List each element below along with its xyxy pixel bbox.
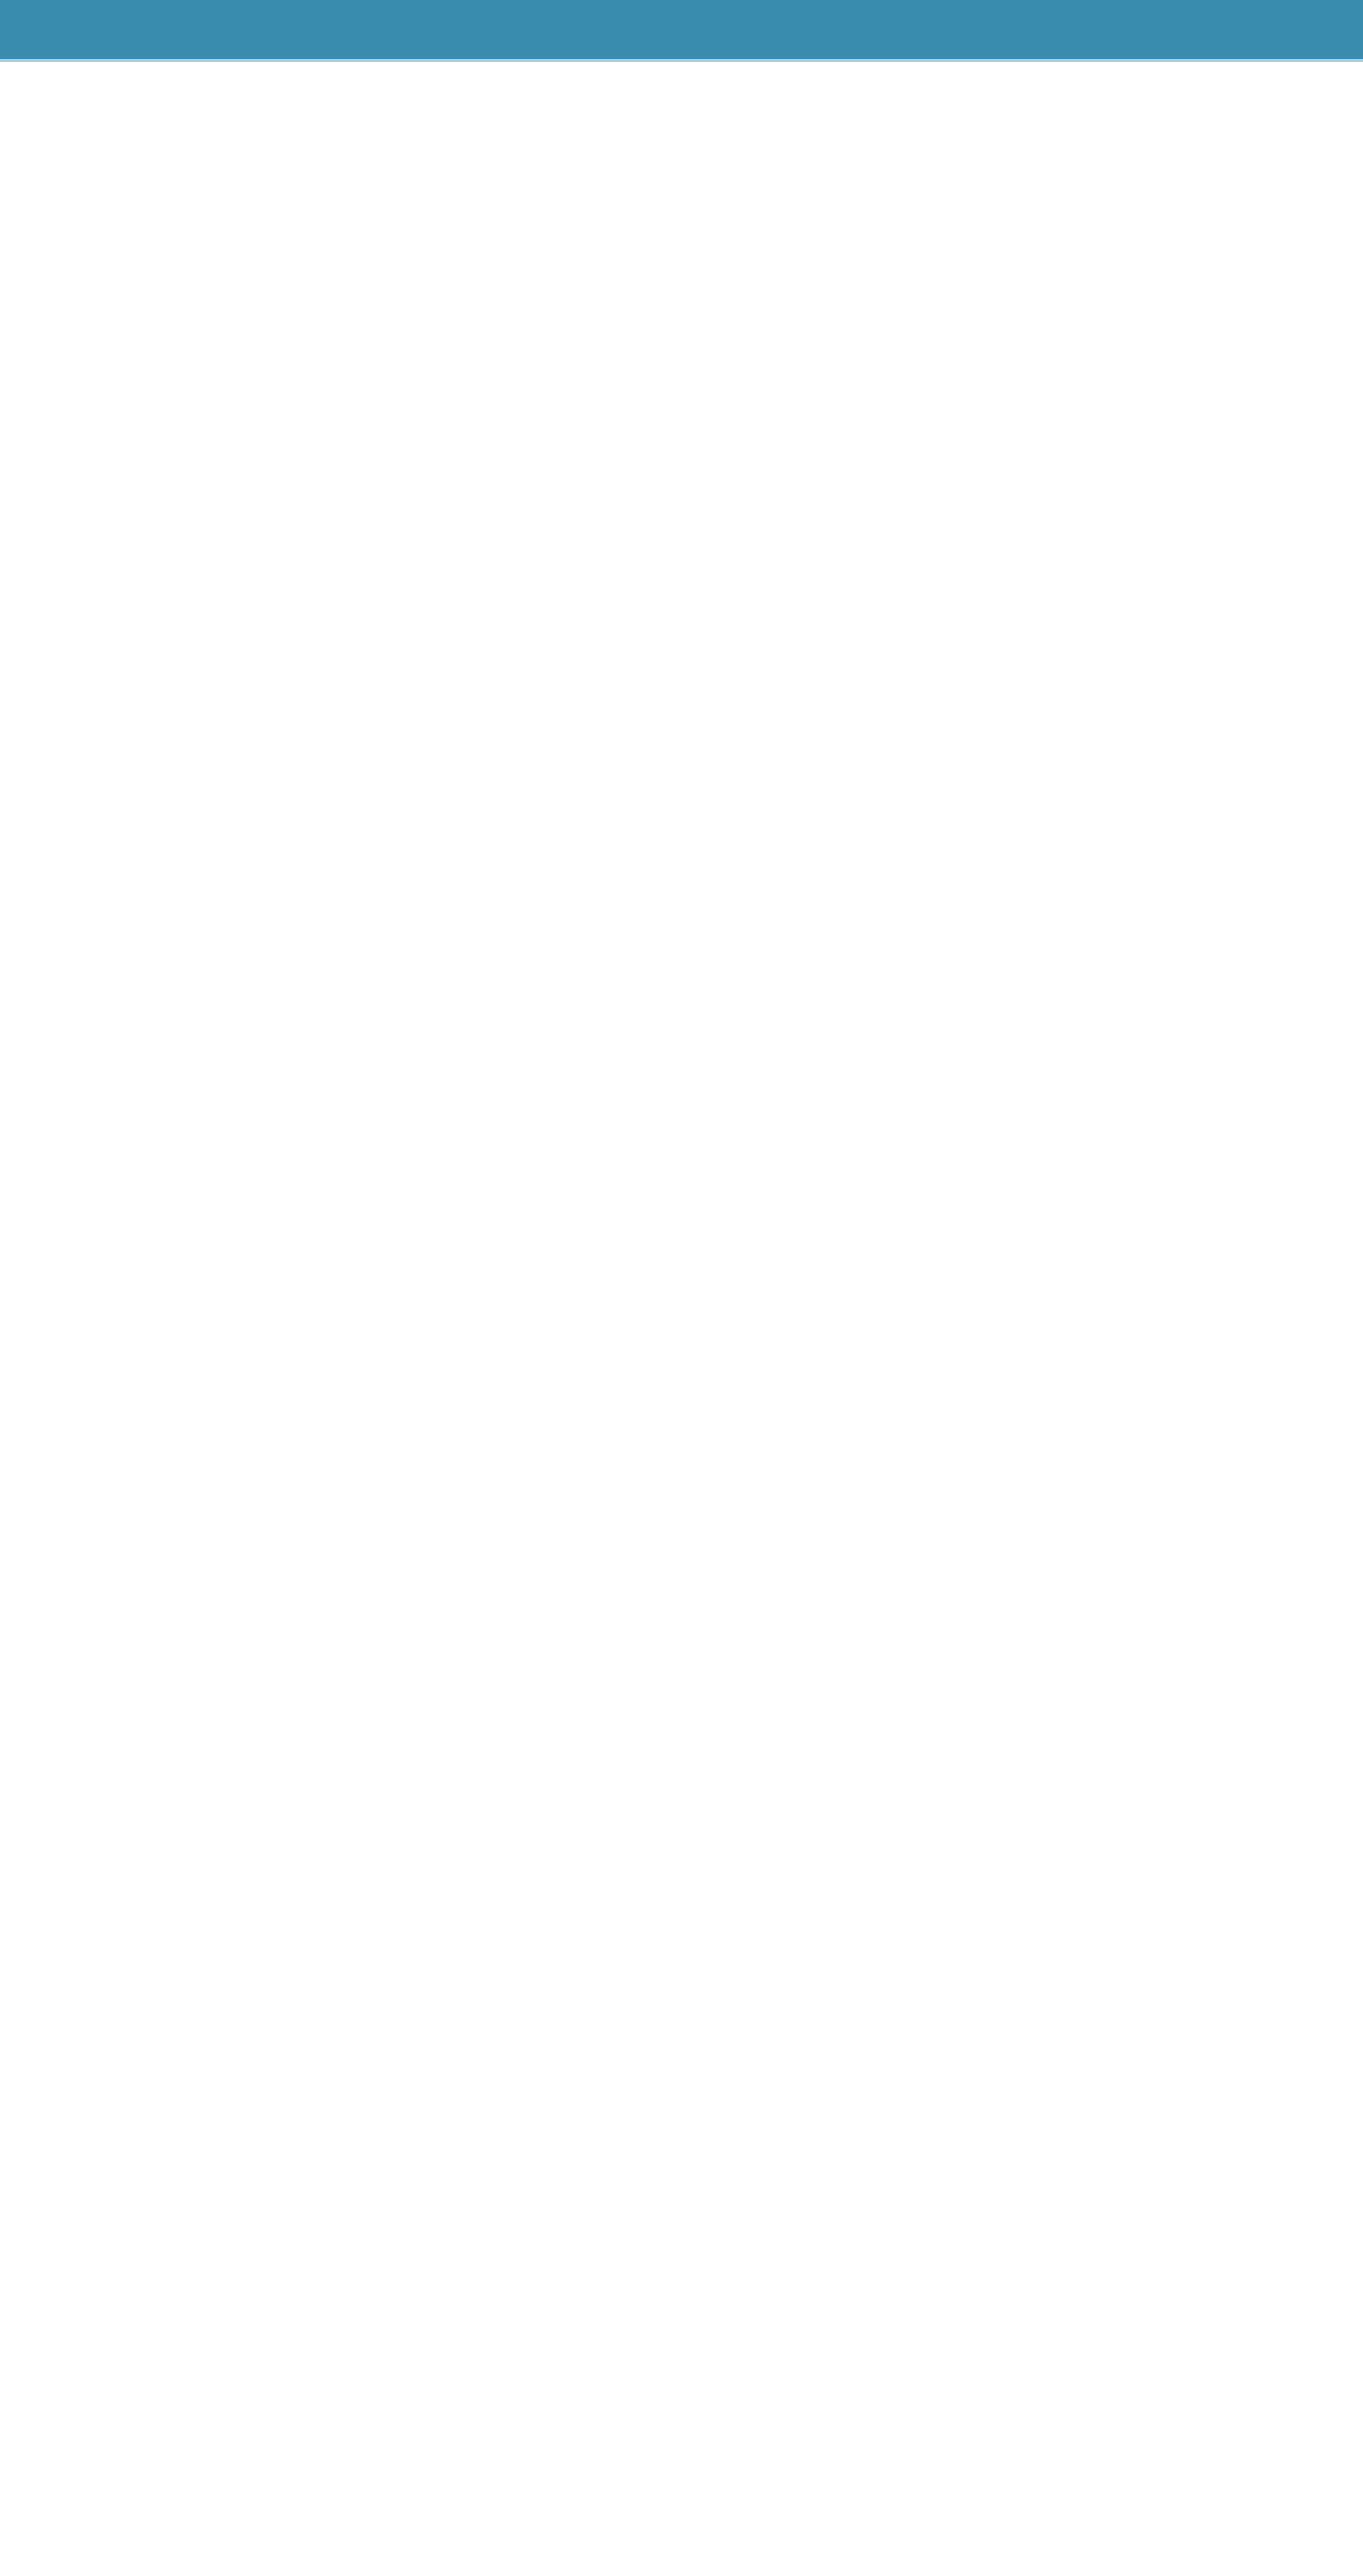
stakeholder-communication-table	[0, 0, 1363, 62]
header-categories	[0, 0, 142, 60]
header-communication-performance	[1060, 0, 1363, 60]
header-importance	[142, 0, 562, 60]
table-header-row	[0, 0, 1363, 60]
header-channels-frequency	[824, 0, 1060, 60]
header-communicated-issues	[562, 0, 824, 60]
